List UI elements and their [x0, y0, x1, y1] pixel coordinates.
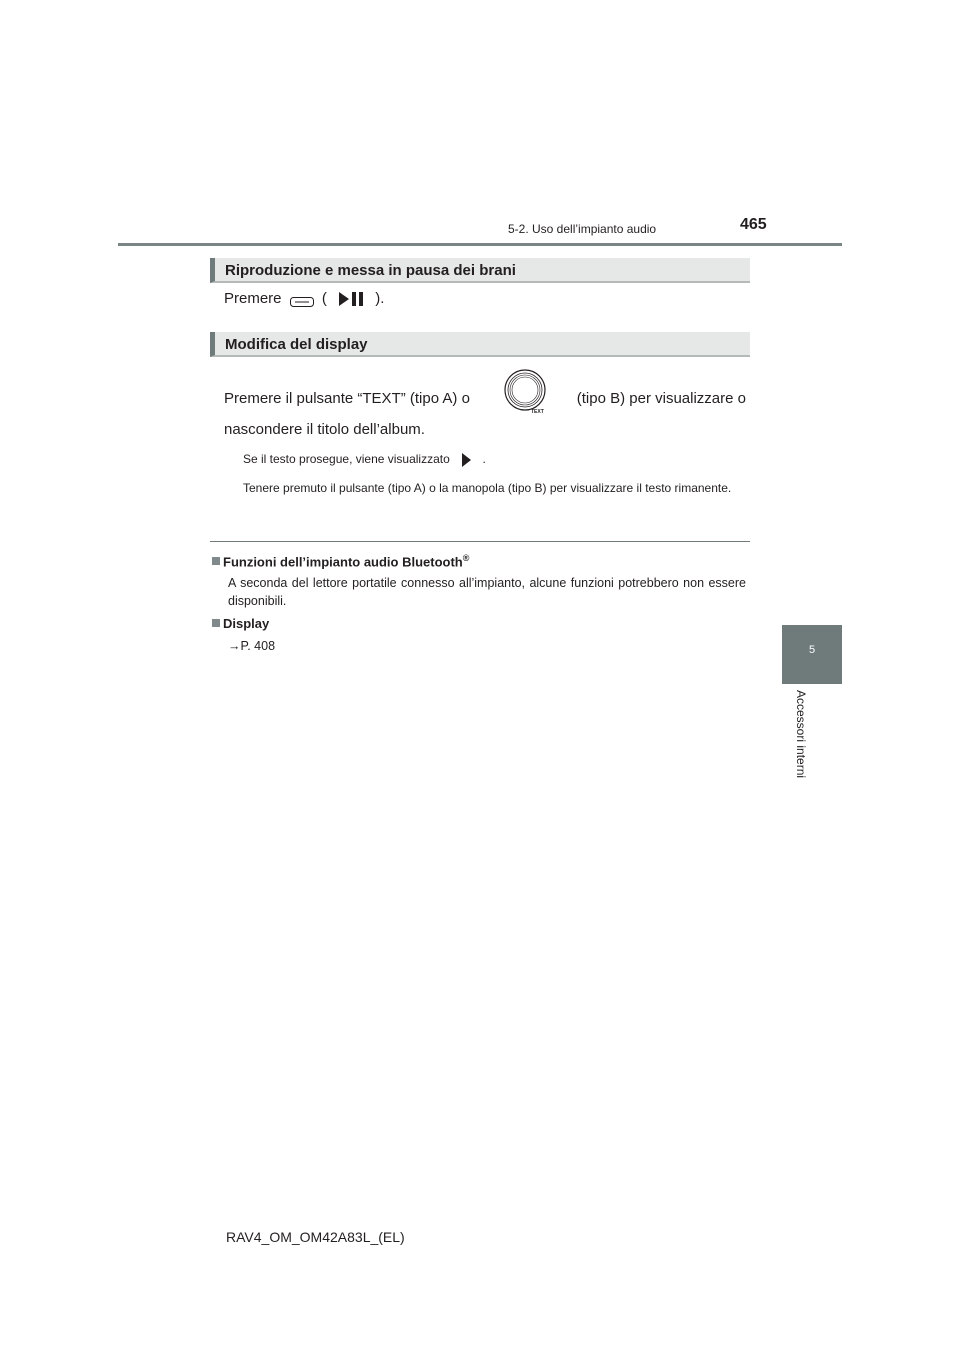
section-heading-display-text: Modifica del display	[225, 336, 368, 353]
chapter-number: 5	[808, 644, 816, 656]
button-outline-icon	[290, 294, 314, 304]
registered-mark: ®	[462, 553, 470, 563]
notes-divider	[210, 541, 750, 542]
page-reference-link[interactable]: P. 408	[240, 639, 276, 653]
square-bullet-icon	[212, 619, 220, 627]
page-number: 465	[740, 216, 767, 233]
text-knob-icon	[504, 369, 548, 413]
display-note1-end: .	[482, 452, 486, 467]
display-line2: nascondere il titolo dell’album.	[224, 421, 425, 438]
reference-arrow: →	[228, 639, 241, 653]
note-title-display	[212, 616, 269, 631]
display-line1-end: (tipo B) per visualizzare o	[576, 390, 746, 407]
playback-text-premere: Premere	[224, 290, 282, 307]
section-heading-display	[210, 332, 750, 357]
playback-paren-close: ).	[375, 290, 385, 307]
header-section-title: 5-2. Uso dell’impianto audio	[508, 222, 657, 236]
continue-arrow-icon	[459, 452, 473, 468]
display-note1	[243, 452, 486, 468]
play-pause-icon	[337, 291, 365, 307]
playback-instruction	[224, 290, 384, 307]
chapter-tab	[782, 625, 842, 684]
header-rule	[118, 243, 842, 246]
display-note1-text: Se il testo prosegue, viene visualizzato	[243, 452, 450, 467]
note-title-bluetooth	[212, 553, 469, 569]
note-body-bluetooth: A seconda del lettore portatile connesso all’impianto, alcune funzioni potrebbero non essere disponibili.	[228, 576, 746, 608]
footer-doc-code: RAV4_OM_OM42A83L_(EL)	[226, 1229, 405, 1245]
note-body-display	[228, 637, 746, 655]
note-title-display-text: Display	[223, 616, 270, 631]
chapter-title: Accessori interni	[794, 690, 808, 779]
display-line1-start: Premere il pulsante “TEXT” (tipo A) o	[224, 390, 470, 407]
note-title-bluetooth-text: Funzioni dell’impianto audio Bluetooth	[223, 554, 463, 570]
square-bullet-icon	[212, 557, 220, 565]
section-heading-playback	[210, 258, 750, 283]
section-heading-playback-text: Riproduzione e messa in pausa dei brani	[225, 262, 516, 279]
playback-paren-open: (	[321, 290, 327, 307]
knob-label: TEXT	[531, 409, 544, 415]
display-note2: Tenere premuto il pulsante (tipo A) o la manopola (tipo B) per visualizzare il testo rimanente.	[243, 481, 732, 495]
